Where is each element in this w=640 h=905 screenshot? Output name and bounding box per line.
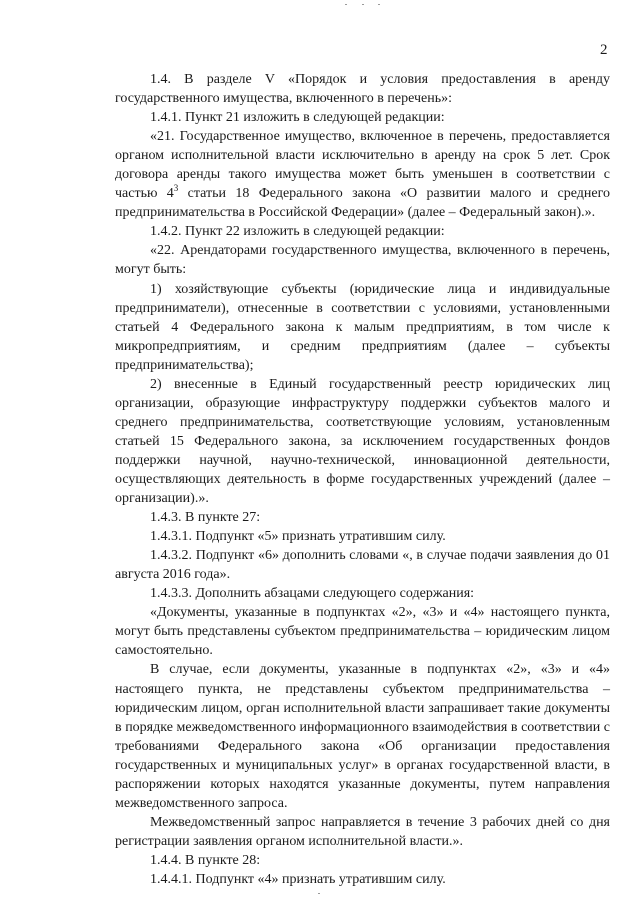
paragraph-1-4-4-1: 1.4.4.1. Подпункт «4» признать утратившим силу.: [150, 871, 446, 887]
paragraph-documents: «Документы, указанные в подпунктах «2», «3» и «4» настоящего пункта, могут быть представлены субъектом предпринимательства – юридическим лицом самостоятельно.: [115, 605, 610, 659]
scan-artifact: [345, 4, 347, 5]
paragraph-item-22: «22. Арендаторами государственного имущества, включенного в перечень, могут быть:: [115, 243, 610, 278]
item-21-text-end: статьи 18 Федерального закона «О развитии малого и среднего предпринимательства в Российской Федерации» (далее – Федеральный закон).».: [115, 186, 610, 221]
document-body: [115, 70, 610, 889]
paragraph-interagency-request: В случае, если документы, указанные в подпунктах «2», «3» и «4» настоящего пункта, не представлены субъектом предпринимательства – юридическим лицом, орган исполнительной власти запрашивает такие документы в порядке межведомственного информационного взаимодействия в соответствии с требованиями Федерального закона «Об организации предоставления государственных и муниципальных услуг» в органах государственной власти, в распоряжении которых находятся указанные документы, путем направления межведомственного запроса.: [115, 662, 610, 811]
superscript-part-number: 3: [173, 183, 179, 194]
paragraph-item-22-sub-1: 1) хозяйствующие субъекты (юридические лица и индивидуальные предприниматели), отнесенные в соответствии с условиями, установленными статьей 4 Федерального закона к малым предприятиям, в том числе к микропредприятиям, и средним предприятиям (далее – субъекты предпринимательства);: [115, 281, 610, 373]
paragraph-1-4-4: 1.4.4. В пункте 28:: [150, 852, 261, 868]
paragraph-1-4-3: 1.4.3. В пункте 27:: [150, 510, 261, 526]
scan-artifact: [378, 4, 380, 5]
scan-artifact: [318, 893, 320, 894]
scan-artifact: [362, 4, 364, 5]
paragraph-1-4-2: 1.4.2. Пункт 22 изложить в следующей редакции:: [150, 224, 445, 240]
paragraph-1-4-3-2: 1.4.3.2. Подпункт «6» дополнить словами «, в случае подачи заявления до 01 августа 2016 года».: [115, 548, 610, 583]
paragraph-item-21: [115, 127, 610, 222]
page-number: 2: [600, 42, 608, 58]
paragraph-1-4-3-1: 1.4.3.1. Подпункт «5» признать утратившим силу.: [150, 529, 446, 545]
item-21-text-start: «21. Государственное имущество, включенное в перечень, предоставляется органом исполнительной власти исключительно в аренду на срок 5 лет. Срок договора аренды такого имущества может быть уменьшен в соответствии с частью 4: [115, 129, 610, 202]
paragraph-1-4: 1.4. В разделе V «Порядок и условия предоставления в аренду государственного имущества, включенного в перечень»:: [115, 72, 610, 107]
paragraph-1-4-3-3: 1.4.3.3. Дополнить абзацами следующего содержания:: [150, 586, 475, 602]
paragraph-1-4-1: 1.4.1. Пункт 21 изложить в следующей редакции:: [150, 110, 445, 126]
paragraph-item-22-sub-2: 2) внесенные в Единый государственный реестр юридических лиц организации, образующие инфраструктуру поддержки субъектов малого и среднего предпринимательства, соответствующие условиям, установленным статьей 15 Федерального закона, за исключением государственных фондов поддержки научной, научно-технической, инновационной деятельности, осуществляющих деятельность в форме государственных учреждений (далее – организации).».: [115, 376, 610, 507]
paragraph-request-deadline: Межведомственный запрос направляется в течение 3 рабочих дней со дня регистрации заявления органом исполнительной власти.».: [115, 814, 610, 849]
